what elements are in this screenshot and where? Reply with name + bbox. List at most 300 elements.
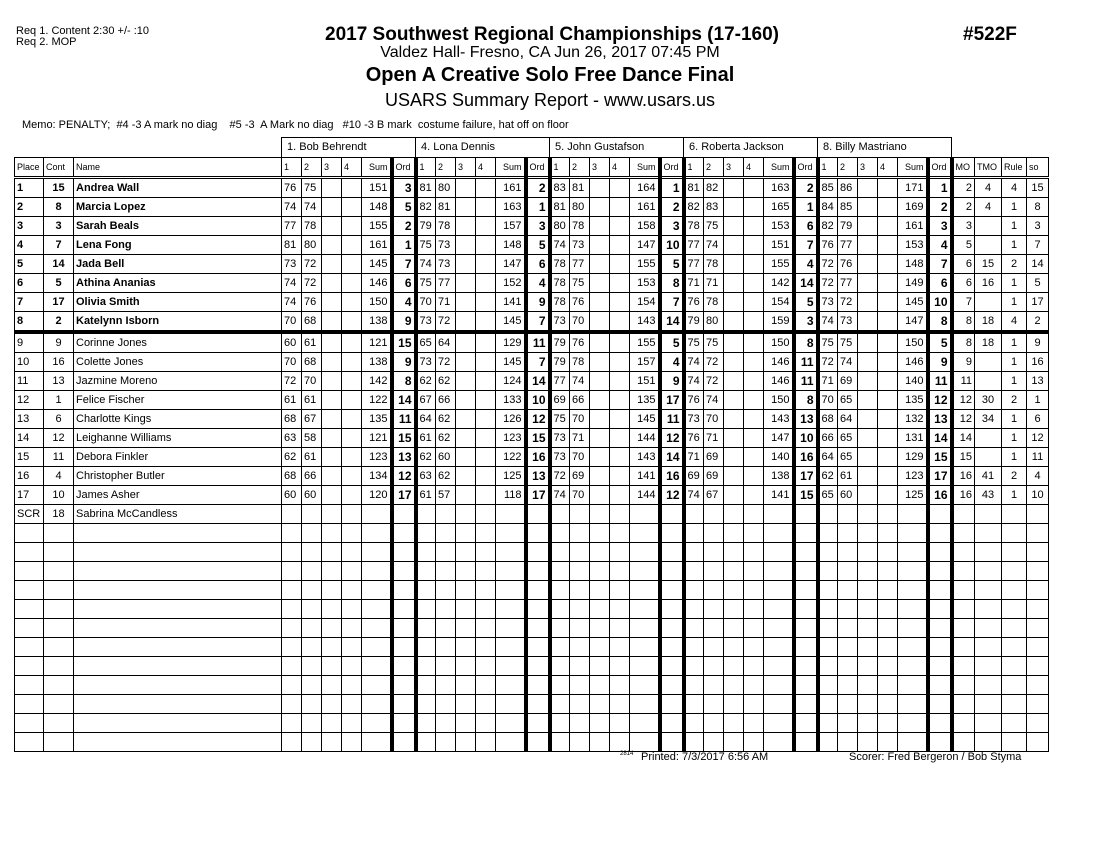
col-header-judge3-2: 2 [570, 158, 590, 178]
blank-cell [550, 714, 570, 733]
judge-mark-3 [858, 372, 878, 391]
blank-cell [302, 695, 322, 714]
place-cell: SCR [15, 505, 44, 524]
judge-ordinal: 7 [392, 255, 416, 274]
judge-mark-3 [858, 217, 878, 236]
blank-cell [975, 714, 1002, 733]
blank-cell [282, 657, 302, 676]
blank-cell [456, 714, 476, 733]
blank-cell [610, 581, 630, 600]
judge-mark-2 [838, 505, 858, 524]
blank-cell [794, 600, 818, 619]
skater-name-cell: Andrea Wall [74, 178, 282, 198]
blank-cell [704, 619, 724, 638]
judge-mark-4 [610, 293, 630, 312]
col-header-judge2-4: 4 [476, 158, 496, 178]
judge-ordinal: 4 [526, 274, 550, 293]
place-cell: 12 [15, 391, 44, 410]
blank-cell [724, 600, 744, 619]
judge-mark-4 [878, 467, 898, 486]
blank-cell [392, 733, 416, 752]
judge-sum: 125 [898, 486, 928, 505]
blank-cell [476, 562, 496, 581]
blank-cell [794, 638, 818, 657]
judge-ordinal: 11 [660, 410, 684, 429]
judge-mark-1 [282, 505, 302, 524]
blank-cell [744, 600, 764, 619]
blank-cell [416, 638, 436, 657]
judge-sum: 163 [496, 198, 526, 217]
judge-mark-2: 62 [436, 410, 456, 429]
judge-sum: 141 [764, 486, 794, 505]
blank-cell [526, 733, 550, 752]
judge-sum [496, 505, 526, 524]
blank-cell [15, 581, 44, 600]
judge-mark-1: 77 [684, 255, 704, 274]
rule-cell: 4 [1002, 178, 1027, 198]
judge-mark-4 [476, 236, 496, 255]
judge-mark-3 [322, 372, 342, 391]
blank-cell [858, 657, 878, 676]
judge-ordinal: 7 [928, 255, 952, 274]
blank-cell [898, 714, 928, 733]
judge-sum: 147 [630, 236, 660, 255]
judge-mark-3 [322, 505, 342, 524]
blank-cell [794, 543, 818, 562]
blank-cell [282, 695, 302, 714]
blank-cell [704, 676, 724, 695]
judge-mark-4 [878, 312, 898, 333]
table-row [15, 198, 1049, 217]
judge-mark-3 [724, 255, 744, 274]
judge-mark-4 [878, 255, 898, 274]
cont-cell: 12 [44, 429, 74, 448]
judge-mark-4 [878, 486, 898, 505]
judge-mark-2: 82 [704, 178, 724, 198]
blank-cell [630, 524, 660, 543]
col-header-judge2-ord: Ord [526, 158, 550, 178]
col-header-judge2-3: 3 [456, 158, 476, 178]
judge-mark-2: 70 [570, 312, 590, 333]
judge-mark-4 [610, 274, 630, 293]
cont-cell: 10 [44, 486, 74, 505]
col-header-judge4-sum: Sum [764, 158, 794, 178]
judge-mark-1: 75 [416, 274, 436, 293]
blank-cell [496, 676, 526, 695]
blank-cell [878, 524, 898, 543]
blank-cell [744, 581, 764, 600]
blank-cell [44, 733, 74, 752]
table-row [15, 255, 1049, 274]
blank-cell [342, 543, 362, 562]
judge-mark-3 [322, 391, 342, 410]
judge-mark-4 [878, 410, 898, 429]
blank-cell [684, 562, 704, 581]
blank-cell [436, 676, 456, 695]
cont-cell: 13 [44, 372, 74, 391]
judge-mark-1: 71 [818, 372, 838, 391]
judge-mark-3 [456, 274, 476, 293]
blank-cell [858, 543, 878, 562]
blank-cell [610, 733, 630, 752]
judge-mark-4 [476, 505, 496, 524]
rule-cell: 1 [1002, 274, 1027, 293]
judge-ordinal: 6 [794, 217, 818, 236]
blank-cell [44, 562, 74, 581]
judge-mark-4 [342, 274, 362, 293]
table-row [15, 467, 1049, 486]
blank-cell [590, 600, 610, 619]
judge-mark-1: 74 [684, 486, 704, 505]
judge-ordinal: 15 [526, 429, 550, 448]
blank-cell [724, 619, 744, 638]
so-cell: 16 [1027, 353, 1049, 372]
blank-cell [392, 524, 416, 543]
col-header-judge3-sum: Sum [630, 158, 660, 178]
judge-mark-4 [878, 448, 898, 467]
blank-cell [660, 524, 684, 543]
judge-mark-4 [610, 391, 630, 410]
blank-cell [858, 581, 878, 600]
judge-sum: 134 [362, 467, 392, 486]
blank-cell [416, 695, 436, 714]
competition-title-text: 2017 Southwest Regional Championships (17-160) [325, 24, 779, 45]
blank-cell [630, 638, 660, 657]
judge-sum: 165 [764, 198, 794, 217]
judge-ordinal: 15 [794, 486, 818, 505]
blank-cell [74, 695, 282, 714]
blank-cell [744, 695, 764, 714]
judge-sum [362, 505, 392, 524]
judge-sum: 144 [630, 429, 660, 448]
judge-mark-2: 73 [436, 255, 456, 274]
blank-cell [764, 676, 794, 695]
judge-mark-1: 73 [550, 312, 570, 333]
blank-cell [928, 714, 952, 733]
blank-cell [15, 676, 44, 695]
blank-cell [838, 543, 858, 562]
blank-cell [764, 695, 794, 714]
blank-cell [590, 733, 610, 752]
blank-cell [456, 524, 476, 543]
judge-mark-1: 69 [550, 391, 570, 410]
blank-cell [794, 524, 818, 543]
judge-mark-2: 72 [436, 353, 456, 372]
blank-cell [610, 524, 630, 543]
judge-mark-2: 78 [570, 217, 590, 236]
blank-cell [684, 581, 704, 600]
judge-mark-2: 61 [838, 467, 858, 486]
place-cell: 2 [15, 198, 44, 217]
judge-mark-2: 81 [570, 178, 590, 198]
blank-cell [476, 676, 496, 695]
blank-cell [456, 562, 476, 581]
judge-mark-3 [590, 178, 610, 198]
blank-cell [704, 714, 724, 733]
table-row [15, 353, 1049, 372]
judge-sum: 171 [898, 178, 928, 198]
so-cell [1027, 505, 1049, 524]
judge-mark-4 [476, 217, 496, 236]
judge-ordinal: 11 [526, 332, 550, 353]
so-cell: 17 [1027, 293, 1049, 312]
blank-cell [550, 657, 570, 676]
blank-cell [818, 676, 838, 695]
blank-cell [684, 524, 704, 543]
judge-mark-4 [744, 353, 764, 372]
so-cell: 14 [1027, 255, 1049, 274]
col-header-judge5-4: 4 [878, 158, 898, 178]
blank-cell [392, 676, 416, 695]
judge-sum: 153 [764, 217, 794, 236]
blank-cell [1002, 657, 1027, 676]
blank-cell [928, 733, 952, 752]
blank-cell [704, 524, 724, 543]
judge-ordinal: 9 [392, 353, 416, 372]
judge-mark-4 [610, 198, 630, 217]
judge-ordinal: 2 [660, 198, 684, 217]
judge-mark-4 [878, 198, 898, 217]
judge-sum: 138 [362, 353, 392, 372]
blank-cell [878, 733, 898, 752]
place-cell: 1 [15, 178, 44, 198]
blank-cell [590, 562, 610, 581]
judge-mark-2: 58 [302, 429, 322, 448]
blank-cell [456, 543, 476, 562]
judge-header-2: 4. Lona Dennis [415, 137, 550, 157]
table-row [15, 293, 1049, 312]
judge-sum: 143 [630, 312, 660, 333]
blank-cell [1002, 676, 1027, 695]
blank-cell [570, 657, 590, 676]
judge-ordinal: 17 [794, 467, 818, 486]
judge-mark-1: 79 [684, 312, 704, 333]
judge-mark-3 [322, 217, 342, 236]
judge-mark-1: 64 [818, 448, 838, 467]
judge-ordinal: 17 [526, 486, 550, 505]
judge-ordinal: 17 [928, 467, 952, 486]
judge-mark-2: 69 [570, 467, 590, 486]
blank-cell [838, 524, 858, 543]
blank-cell [302, 657, 322, 676]
blank-cell [928, 638, 952, 657]
judge-sum: 118 [496, 486, 526, 505]
judge-ordinal: 7 [794, 236, 818, 255]
blank-cell [660, 581, 684, 600]
judge-mark-2: 68 [302, 312, 322, 333]
blank-cell [342, 562, 362, 581]
blank-cell [704, 600, 724, 619]
blank-cell [362, 562, 392, 581]
judge-ordinal: 6 [526, 255, 550, 274]
blank-cell [550, 733, 570, 752]
cont-cell: 5 [44, 274, 74, 293]
judge-mark-1: 79 [550, 332, 570, 353]
skater-name-cell: Katelynn Isborn [74, 312, 282, 333]
judge-mark-1: 60 [282, 332, 302, 353]
col-header-judge3-1: 1 [550, 158, 570, 178]
blank-cell [322, 695, 342, 714]
judge-mark-1: 62 [416, 372, 436, 391]
table-row [15, 178, 1049, 198]
judge-mark-1: 73 [684, 410, 704, 429]
blank-cell [952, 581, 975, 600]
blank-cell [858, 524, 878, 543]
judge-ordinal: 2 [526, 178, 550, 198]
tmo-cell: 30 [975, 391, 1002, 410]
col-header-judge1-3: 3 [322, 158, 342, 178]
blank-cell [660, 562, 684, 581]
blank-cell [952, 733, 975, 752]
judge-ordinal: 8 [794, 391, 818, 410]
judge-ordinal: 5 [526, 236, 550, 255]
judge-mark-3 [858, 332, 878, 353]
table-row [15, 217, 1049, 236]
blank-cell [590, 543, 610, 562]
blank-cell [794, 676, 818, 695]
rule-cell [1002, 505, 1027, 524]
blank-cell [684, 733, 704, 752]
blank-cell [590, 695, 610, 714]
judge-mark-1: 78 [550, 255, 570, 274]
judge-mark-4 [610, 353, 630, 372]
col-header-judge5-1: 1 [818, 158, 838, 178]
blank-cell [74, 714, 282, 733]
tmo-cell [975, 505, 1002, 524]
judge-ordinal: 14 [660, 312, 684, 333]
judge-mark-4 [342, 312, 362, 333]
judge-ordinal: 2 [928, 198, 952, 217]
judge-mark-3 [724, 312, 744, 333]
judge-sum: 161 [630, 198, 660, 217]
blank-cell [526, 543, 550, 562]
judge-mark-2: 61 [302, 391, 322, 410]
judge-mark-1: 76 [282, 178, 302, 198]
judge-mark-3 [590, 255, 610, 274]
blank-cell [436, 733, 456, 752]
blank-cell [610, 619, 630, 638]
blank-cell [526, 676, 550, 695]
judge-mark-2: 70 [704, 410, 724, 429]
judge-mark-2: 86 [838, 178, 858, 198]
blank-cell [302, 676, 322, 695]
judge-mark-1 [550, 505, 570, 524]
judge-sum: 152 [496, 274, 526, 293]
blank-cell [610, 676, 630, 695]
blank-cell [392, 619, 416, 638]
blank-cell [456, 657, 476, 676]
judge-ordinal: 10 [794, 429, 818, 448]
judge-sum: 143 [630, 448, 660, 467]
judge-mark-2: 67 [704, 486, 724, 505]
judge-ordinal: 1 [928, 178, 952, 198]
blank-cell [1002, 733, 1027, 752]
col-header-judge4-1: 1 [684, 158, 704, 178]
tmo-cell [975, 429, 1002, 448]
judge-mark-3 [456, 353, 476, 372]
blank-cell [1027, 714, 1049, 733]
judge-mark-2: 81 [436, 198, 456, 217]
judge-mark-4 [476, 255, 496, 274]
blank-cell [898, 676, 928, 695]
judge-mark-3 [322, 255, 342, 274]
rule-cell: 1 [1002, 293, 1027, 312]
blank-cell [724, 524, 744, 543]
judge-mark-2: 70 [302, 372, 322, 391]
blank-cell [496, 657, 526, 676]
judge-mark-1: 82 [818, 217, 838, 236]
judge-mark-4 [878, 505, 898, 524]
blank-cell [1002, 714, 1027, 733]
blank-cell [362, 524, 392, 543]
blank-cell [794, 562, 818, 581]
judge-mark-2: 78 [570, 353, 590, 372]
judge-mark-3 [322, 410, 342, 429]
blank-cell [476, 714, 496, 733]
judge-mark-4 [744, 486, 764, 505]
blank-cell [282, 581, 302, 600]
judge-ordinal: 4 [660, 353, 684, 372]
blank-cell [630, 543, 660, 562]
blank-cell [15, 524, 44, 543]
blank-cell [928, 695, 952, 714]
blank-cell [282, 600, 302, 619]
judge-sum: 146 [764, 353, 794, 372]
judge-mark-1: 75 [550, 410, 570, 429]
blank-cell [744, 676, 764, 695]
mo-cell: 2 [952, 178, 975, 198]
judge-mark-4 [878, 274, 898, 293]
blank-cell [570, 581, 590, 600]
blank-cell [362, 543, 392, 562]
blank-cell [416, 733, 436, 752]
judge-mark-1: 78 [684, 217, 704, 236]
so-cell: 6 [1027, 410, 1049, 429]
judge-mark-2: 78 [704, 293, 724, 312]
place-cell: 9 [15, 332, 44, 353]
blank-cell [570, 714, 590, 733]
judge-mark-3 [858, 255, 878, 274]
col-header-judge4-ord: Ord [794, 158, 818, 178]
mo-cell: 2 [952, 198, 975, 217]
blank-cell [570, 600, 590, 619]
blank-cell [794, 695, 818, 714]
judge-mark-1: 85 [818, 178, 838, 198]
blank-cell [818, 638, 838, 657]
judge-mark-2: 80 [436, 178, 456, 198]
blank-cell [838, 638, 858, 657]
blank-cell [74, 657, 282, 676]
judge-mark-1: 62 [818, 467, 838, 486]
judge-mark-3 [590, 198, 610, 217]
blank-cell [704, 562, 724, 581]
judge-mark-4 [744, 217, 764, 236]
col-header-judge3-3: 3 [590, 158, 610, 178]
place-cell: 4 [15, 236, 44, 255]
blank-cell [282, 676, 302, 695]
blank-cell [975, 543, 1002, 562]
judge-sum: 124 [496, 372, 526, 391]
blank-cell [878, 619, 898, 638]
blank-row [15, 657, 1049, 676]
rule-cell: 1 [1002, 429, 1027, 448]
judge-mark-3 [590, 505, 610, 524]
col-header-judge2-2: 2 [436, 158, 456, 178]
blank-cell [928, 562, 952, 581]
blank-cell [898, 600, 928, 619]
judge-mark-3 [590, 410, 610, 429]
blank-cell [476, 619, 496, 638]
